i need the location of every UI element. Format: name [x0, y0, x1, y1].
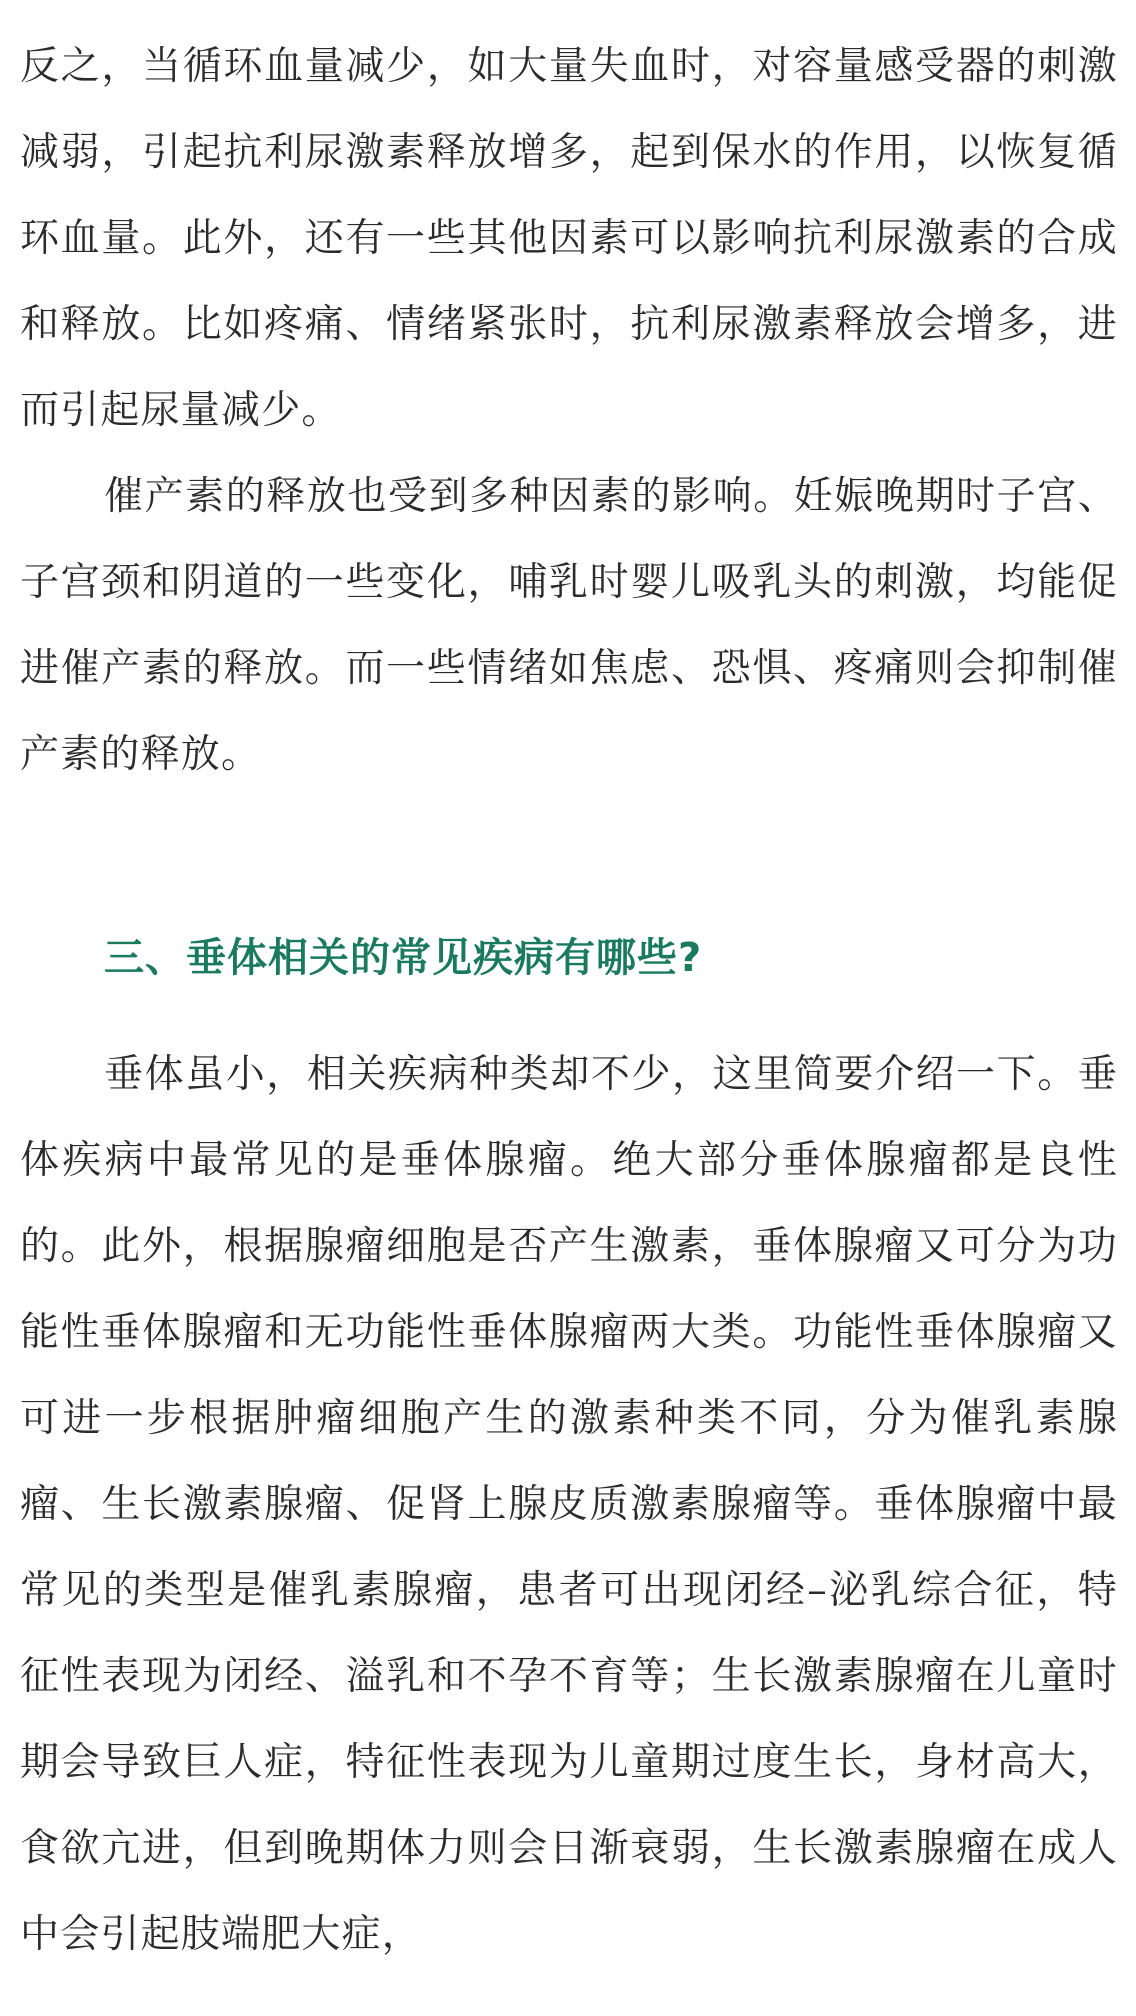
paragraph-adh-release: 反之，当循环血量减少，如大量失血时，对容量感受器的刺激减弱，引起抗利尿激素释放增多，起到保水的作用，以恢复循环血量。此外，还有一些其他因素可以影响抗利尿激素的合成和释放。比如疼痛、情绪紧张时，抗利尿激素释放会增多，进而引起尿量减少。 — [20, 44, 1118, 433]
section-spacer — [20, 798, 1118, 928]
heading-spacer — [20, 988, 1118, 1032]
paragraph-pituitary-diseases: 垂体虽小，相关疾病种类却不少，这里简要介绍一下。垂体疾病中最常见的是垂体腺瘤。绝大部分垂体腺瘤都是良性的。此外，根据腺瘤细胞是否产生激素，垂体腺瘤又可分为功能性垂体腺瘤和无功能性垂体腺瘤两大类。功能性垂体腺瘤又可进一步根据肿瘤细胞产生的激素种类不同，分为催乳素腺瘤、生长激素腺瘤、促肾上腺皮质激素腺瘤等。垂体腺瘤中最常见的类型是催乳素腺瘤，患者可出现闭经–泌乳综合征，特征性表现为闭经、溢乳和不孕不育等；生长激素腺瘤在儿童时期会导致巨人症，特征性表现为儿童期过度生长，身材高大，食欲亢进，但到晚期体力则会日渐衰弱，生长激素腺瘤在成人中会引起肢端肥大症， — [20, 1052, 1118, 1957]
section-heading: 三、垂体相关的常见疾病有哪些? — [104, 935, 703, 981]
paragraph-oxytocin-release: 催产素的释放也受到多种因素的影响。妊娠晚期时子宫、子宫颈和阴道的一些变化，哺乳时婴儿吸乳头的刺激，均能促进催产素的释放。而一些情绪如焦虑、恐惧、疼痛则会抑制催产素的释放。 — [20, 474, 1118, 777]
